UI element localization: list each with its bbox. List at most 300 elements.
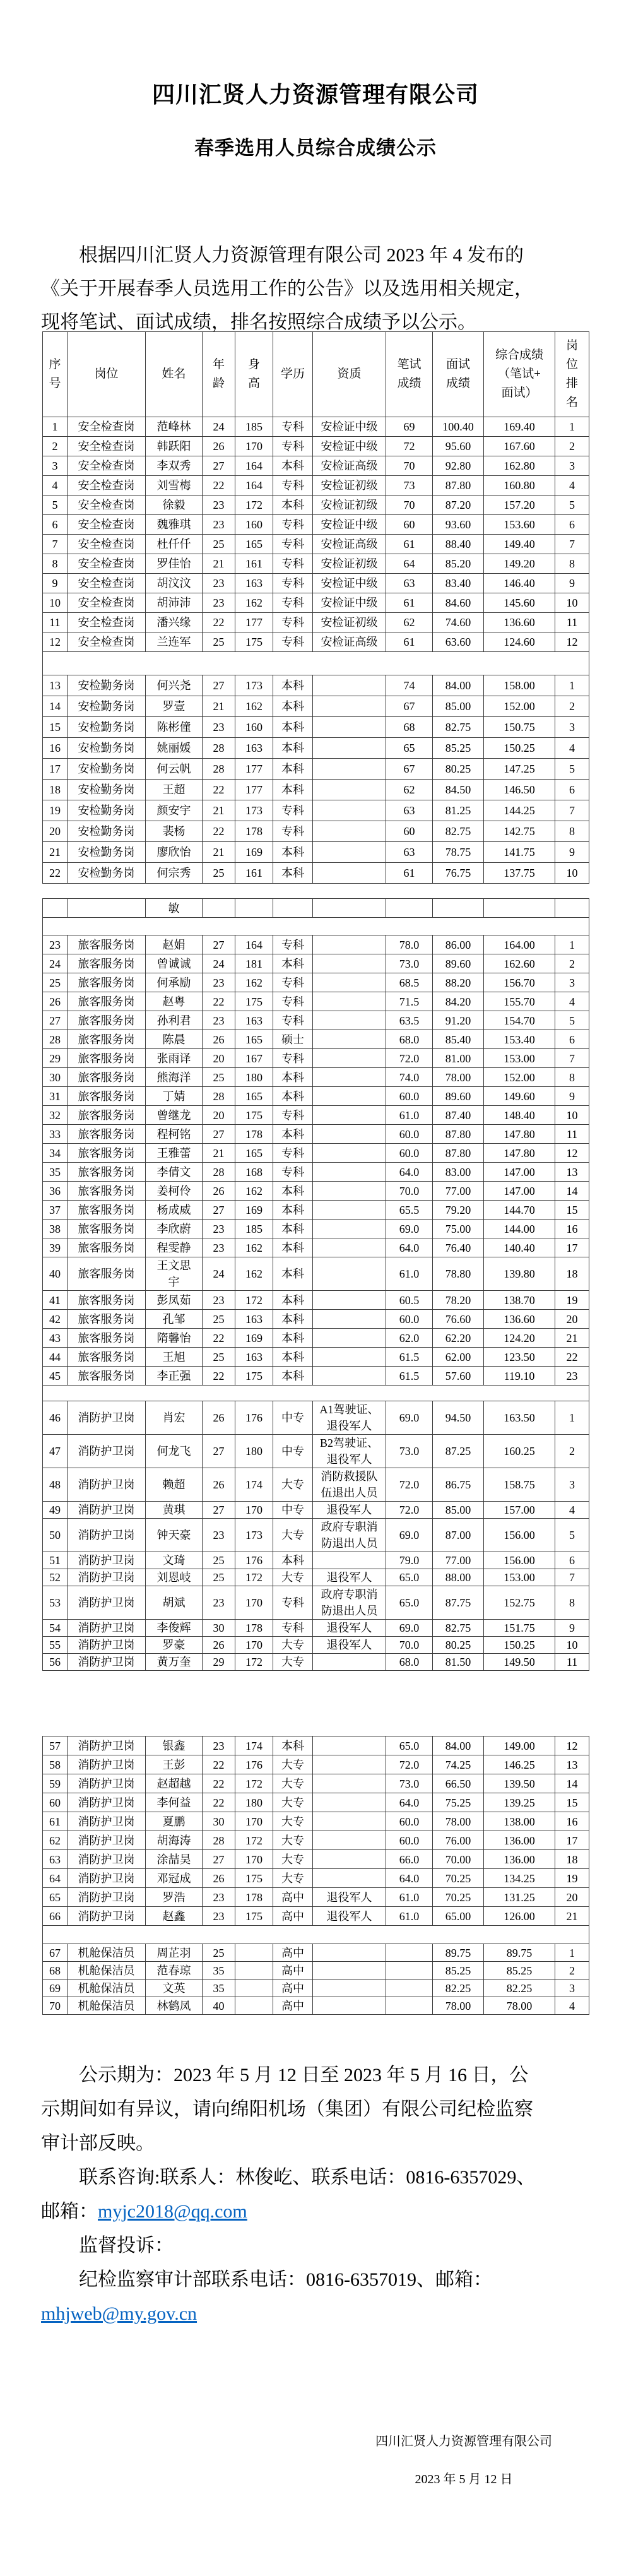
cell: 杜仟仟 (146, 535, 203, 554)
cell: 23 (203, 1736, 235, 1755)
cell: 专科 (273, 935, 313, 954)
cell: 王超 (146, 780, 203, 800)
cell: 10 (555, 1106, 589, 1125)
table-row (43, 593, 589, 613)
table-row (43, 632, 589, 652)
cell: 本科 (273, 1220, 313, 1238)
cell: 131.25 (484, 1888, 555, 1907)
cell: 81.50 (433, 1654, 484, 1671)
cell: 大专 (273, 1869, 313, 1888)
cell (313, 1944, 386, 1962)
cell: 黄琪 (146, 1502, 203, 1519)
cell: 潘兴缘 (146, 613, 203, 632)
cell: 15 (555, 1793, 589, 1812)
cell: 153.00 (484, 1049, 555, 1068)
cell: 172 (235, 1774, 273, 1793)
cell: 164 (235, 476, 273, 496)
table-row (43, 496, 589, 515)
cell (313, 1997, 386, 2015)
cell: 25 (203, 1944, 235, 1962)
cell: 60 (386, 515, 433, 535)
cell: 22 (203, 821, 235, 842)
cell: 安检勤务岗 (68, 759, 146, 780)
empty-spacer-row (43, 1926, 589, 1944)
cell: 63.60 (433, 632, 484, 652)
cell: 25 (203, 1068, 235, 1087)
cell: 安全检查岗 (68, 554, 146, 574)
cell: 旅客服务岗 (68, 1291, 146, 1310)
email-link-myjc[interactable]: myjc2018@qq.com (98, 2201, 247, 2222)
cell: 周芷羽 (146, 1944, 203, 1962)
cell: 本科 (273, 759, 313, 780)
cell: 23 (203, 496, 235, 515)
cell: 28 (203, 1163, 235, 1182)
notice-line: 示期间如有异议，请向绵阳机场（集团）有限公司纪检监察 (41, 2099, 533, 2120)
cell: 35 (203, 1962, 235, 1979)
cell: 75.00 (433, 1220, 484, 1238)
cell: 61 (386, 535, 433, 554)
cell: 43 (43, 1329, 68, 1348)
cell: 17 (555, 1831, 589, 1850)
cell: 70.0 (386, 1637, 433, 1654)
cell: 78.00 (433, 1068, 484, 1087)
cell: 48 (43, 1468, 68, 1502)
cell: 4 (555, 1502, 589, 1519)
cell (68, 899, 146, 918)
cell: 82.25 (433, 1979, 484, 1997)
cell: 机舱保洁员 (68, 1962, 146, 1979)
cell: 89.60 (433, 954, 484, 973)
column-header: 学历 (273, 332, 313, 417)
cell: 169 (235, 1329, 273, 1348)
cell: 硕士 (273, 1030, 313, 1049)
cell: 范春琼 (146, 1962, 203, 1979)
table-row (43, 1869, 589, 1888)
cell: 陈彬僮 (146, 717, 203, 738)
cell (203, 899, 235, 918)
cell: 148.40 (484, 1106, 555, 1125)
table-row (43, 800, 589, 821)
cell: 162 (235, 1238, 273, 1257)
table-row (43, 1586, 589, 1620)
cell: 65.5 (386, 1201, 433, 1220)
cell (313, 1552, 386, 1569)
cell: 63 (386, 574, 433, 593)
cell: 安检证中级 (313, 437, 386, 456)
cell: 161 (235, 863, 273, 884)
table-row (43, 1068, 589, 1087)
cell: 175 (235, 1106, 273, 1125)
cell (313, 821, 386, 842)
cell: 84.60 (433, 593, 484, 613)
cell: 本科 (273, 1552, 313, 1569)
cell: 119.10 (484, 1367, 555, 1386)
cell (313, 1030, 386, 1049)
column-header: 笔试 成绩 (386, 332, 433, 417)
cell: 安检证初级 (313, 554, 386, 574)
cell: 旅客服务岗 (68, 1348, 146, 1367)
cell: 153.40 (484, 1030, 555, 1049)
cell: 174 (235, 1468, 273, 1502)
cell: 155.70 (484, 992, 555, 1011)
column-header: 年 龄 (203, 332, 235, 417)
cell: 92.80 (433, 456, 484, 476)
cell: 5 (555, 1519, 589, 1552)
cell: 147.00 (484, 1163, 555, 1182)
cell: 高中 (273, 1888, 313, 1907)
cell: 17 (555, 1238, 589, 1257)
cell: 176 (235, 1552, 273, 1569)
cell: 本科 (273, 1367, 313, 1386)
cell: 大专 (273, 1637, 313, 1654)
cell: 王文思宇 (146, 1257, 203, 1291)
cell: 本科 (273, 1087, 313, 1106)
email-link-mhjweb[interactable]: mhjweb@my.gov.cn (41, 2303, 198, 2324)
cell: 70.00 (433, 1850, 484, 1869)
table-row (43, 954, 589, 973)
cell: 136.60 (484, 613, 555, 632)
cell: 180 (235, 1435, 273, 1468)
cell: 本科 (273, 1348, 313, 1367)
cell: 安检勤务岗 (68, 800, 146, 821)
cell: 肖宏 (146, 1401, 203, 1435)
cell: 何兴尧 (146, 675, 203, 696)
cell: 22 (203, 1774, 235, 1793)
cell: 旅客服务岗 (68, 1257, 146, 1291)
cell: 敏 (146, 899, 203, 918)
cell: 76.60 (433, 1310, 484, 1329)
cell: 8 (555, 1586, 589, 1620)
cell: 36 (43, 1182, 68, 1201)
cell: 69.0 (386, 1620, 433, 1637)
table-row (43, 1144, 589, 1163)
table-row (43, 535, 589, 554)
cell: 149.50 (484, 1654, 555, 1671)
cell: 本科 (273, 1736, 313, 1755)
cell: 173 (235, 1519, 273, 1552)
table-row (43, 992, 589, 1011)
cell: 6 (43, 515, 68, 535)
cell: 本科 (273, 1125, 313, 1144)
cell: 167.60 (484, 437, 555, 456)
cell: 中专 (273, 1435, 313, 1468)
cell: 147.25 (484, 759, 555, 780)
cell: 25 (203, 1348, 235, 1367)
intro-line: 现将笔试、面试成绩，排名按照综合成绩予以公示。 (41, 312, 476, 333)
cell: 旅客服务岗 (68, 1220, 146, 1238)
cell (313, 1348, 386, 1367)
cell: 22 (203, 1755, 235, 1774)
cell: 50 (43, 1519, 68, 1552)
cell: 旅客服务岗 (68, 1182, 146, 1201)
cell (313, 1654, 386, 1671)
cell: 30 (43, 1068, 68, 1087)
cell: 73.0 (386, 1435, 433, 1468)
cell: 176 (235, 1755, 273, 1774)
cell: 150.25 (484, 738, 555, 759)
cell: 25 (203, 863, 235, 884)
cell: 王彭 (146, 1755, 203, 1774)
cell: 85.25 (433, 738, 484, 759)
cell: 1 (555, 417, 589, 437)
cell: 55 (43, 1637, 68, 1654)
cell: 消防护卫岗 (68, 1850, 146, 1869)
cell: 82.25 (484, 1979, 555, 1997)
cell: 58 (43, 1755, 68, 1774)
cell: 21 (43, 842, 68, 863)
cell: 高中 (273, 1962, 313, 1979)
cell: 消防护卫岗 (68, 1401, 146, 1435)
cell: 178 (235, 1125, 273, 1144)
notice-line: 联系咨询:联系人：林俊屹、联系电话：0816-6357029、 (79, 2167, 536, 2188)
cell: 高中 (273, 1979, 313, 1997)
cell: 旅客服务岗 (68, 1030, 146, 1049)
cell: 83.00 (433, 1163, 484, 1182)
cell: 170 (235, 437, 273, 456)
cell (313, 1049, 386, 1068)
cell: 安检证中级 (313, 417, 386, 437)
cell: 文琦 (146, 1552, 203, 1569)
cell: 1 (555, 1944, 589, 1962)
cell: 76.40 (433, 1238, 484, 1257)
cell: 175 (235, 1367, 273, 1386)
table-row (43, 1329, 589, 1348)
cell: 30 (203, 1620, 235, 1637)
cell: 14 (43, 696, 68, 717)
cell: 专科 (273, 821, 313, 842)
cell: 6 (555, 1030, 589, 1049)
cell (484, 899, 555, 918)
cell: 84.00 (433, 675, 484, 696)
cell: 82.75 (433, 1620, 484, 1637)
cell: 78.0 (386, 935, 433, 954)
column-header: 岗 位 排 名 (555, 332, 589, 417)
cell: 专科 (273, 1144, 313, 1163)
cell: 62.00 (433, 1348, 484, 1367)
table-row (43, 1201, 589, 1220)
cell: 安全检查岗 (68, 496, 146, 515)
cell: 60.0 (386, 1144, 433, 1163)
cell: 94.50 (433, 1401, 484, 1435)
cell: 胡沛沛 (146, 593, 203, 613)
cell (313, 1257, 386, 1291)
notice-line (41, 2195, 596, 2229)
cell: 23 (203, 574, 235, 593)
cell: 65.0 (386, 1736, 433, 1755)
cell (313, 1329, 386, 1348)
cell: 151.75 (484, 1620, 555, 1637)
cell: 6 (555, 780, 589, 800)
cell: 71.5 (386, 992, 433, 1011)
cell: 本科 (273, 456, 313, 476)
table-row (43, 1654, 589, 1671)
cell: 173 (235, 675, 273, 696)
cell: 67 (386, 759, 433, 780)
cell (313, 1812, 386, 1831)
cell: 61 (386, 593, 433, 613)
cell: 旅客服务岗 (68, 973, 146, 992)
cell: 172 (235, 1291, 273, 1310)
cell: 156.00 (484, 1519, 555, 1552)
cell: 89.75 (484, 1944, 555, 1962)
cell: 170 (235, 1637, 273, 1654)
cell: 裴杨 (146, 821, 203, 842)
cell: 安检证中级 (313, 574, 386, 593)
cell: 149.40 (484, 535, 555, 554)
cell: 大专 (273, 1519, 313, 1552)
cell: 程柯铭 (146, 1125, 203, 1144)
cell: 74.0 (386, 1068, 433, 1087)
cell: 10 (555, 593, 589, 613)
cell: 84.20 (433, 992, 484, 1011)
cell: 消防护卫岗 (68, 1435, 146, 1468)
cell: 78.00 (484, 1997, 555, 2015)
cell: 9 (555, 1620, 589, 1637)
cell: 消防护卫岗 (68, 1620, 146, 1637)
cell: 大专 (273, 1793, 313, 1812)
cell: 24 (203, 1257, 235, 1291)
cell: 安检勤务岗 (68, 675, 146, 696)
cell: 5 (555, 759, 589, 780)
cell: 安检证高级 (313, 632, 386, 652)
cell: 12 (43, 632, 68, 652)
cell: 本科 (273, 1068, 313, 1087)
column-header: 岗位 (68, 332, 146, 417)
cell: 19 (555, 1869, 589, 1888)
cell: 60.0 (386, 1310, 433, 1329)
cell: 178 (235, 1888, 273, 1907)
cell: 21 (203, 696, 235, 717)
cell: 高中 (273, 1907, 313, 1926)
cell: 64 (43, 1869, 68, 1888)
cell: 9 (555, 574, 589, 593)
cell: 162 (235, 973, 273, 992)
cell: 专科 (273, 417, 313, 437)
table-row (43, 935, 589, 954)
cell: 25 (203, 1569, 235, 1586)
cell: 24 (43, 954, 68, 973)
cell: 68.0 (386, 1654, 433, 1671)
table-row (43, 1736, 589, 1755)
cell: 1 (555, 675, 589, 696)
cell: 7 (555, 1569, 589, 1586)
cell: 34 (43, 1144, 68, 1163)
cell: 77.00 (433, 1552, 484, 1569)
cell: 185 (235, 417, 273, 437)
table-row (43, 1793, 589, 1812)
cell: 本科 (273, 780, 313, 800)
cell: 69.0 (386, 1401, 433, 1435)
cell: 6 (555, 515, 589, 535)
cell (313, 1291, 386, 1310)
cell: 23 (203, 717, 235, 738)
cell: 20 (555, 1888, 589, 1907)
score-table-3 (42, 1736, 589, 2015)
cell: 退役军人 (313, 1637, 386, 1654)
cell: 专科 (273, 973, 313, 992)
cell: 20 (203, 1049, 235, 1068)
cell: 28 (203, 738, 235, 759)
cell: 安检证初级 (313, 496, 386, 515)
cell: 本科 (273, 842, 313, 863)
cell: 22 (203, 1793, 235, 1812)
cell: 172 (235, 1569, 273, 1586)
cell: 27 (43, 1011, 68, 1030)
cell: 旅客服务岗 (68, 1049, 146, 1068)
cell (313, 780, 386, 800)
cell: 25 (203, 1552, 235, 1569)
cell: 172 (235, 496, 273, 515)
cell: 79.20 (433, 1201, 484, 1220)
cell: 66 (43, 1907, 68, 1926)
table-row (43, 717, 589, 738)
cell: 丁婧 (146, 1087, 203, 1106)
cell: 165 (235, 1087, 273, 1106)
cell: 64.0 (386, 1163, 433, 1182)
cell (235, 1997, 273, 2015)
cell: 18 (43, 780, 68, 800)
cell: 30 (203, 1812, 235, 1831)
cell: 刘恩岐 (146, 1569, 203, 1586)
cell: 134.25 (484, 1869, 555, 1888)
cell: 89.75 (433, 1944, 484, 1962)
cell: 8 (555, 554, 589, 574)
cell: 专科 (273, 800, 313, 821)
cell: 26 (203, 1030, 235, 1049)
cell (313, 1793, 386, 1812)
cell (313, 1736, 386, 1755)
table-row (43, 863, 589, 884)
cell: 164.00 (484, 935, 555, 954)
cell: 罗豪 (146, 1637, 203, 1654)
table-row (43, 1831, 589, 1850)
cell: 11 (43, 613, 68, 632)
cell: 145.60 (484, 593, 555, 613)
cell: 42 (43, 1310, 68, 1329)
cell: 退役军人 (313, 1620, 386, 1637)
cell: 170 (235, 1850, 273, 1869)
cell: 机舱保洁员 (68, 1997, 146, 2015)
cell: 本科 (273, 717, 313, 738)
cell: 74.60 (433, 613, 484, 632)
cell: 163 (235, 1310, 273, 1329)
cell: 专科 (273, 1163, 313, 1182)
cell: 162.60 (484, 954, 555, 973)
cell: 魏雅琪 (146, 515, 203, 535)
cell: 银鑫 (146, 1736, 203, 1755)
cell: 152.00 (484, 1068, 555, 1087)
cell: 消防护卫岗 (68, 1774, 146, 1793)
cell: 167 (235, 1049, 273, 1068)
cell: 专科 (273, 535, 313, 554)
cell: 23 (555, 1367, 589, 1386)
cell: 李何益 (146, 1793, 203, 1812)
cell: 18 (555, 1850, 589, 1869)
cell: 8 (555, 1068, 589, 1087)
empty-spacer-row (43, 918, 589, 935)
cell: 81.25 (433, 800, 484, 821)
column-header: 序 号 (43, 332, 68, 417)
intro-paragraph (41, 239, 591, 339)
table-row (43, 899, 589, 918)
cell: 87.40 (433, 1106, 484, 1125)
cell: 84.50 (433, 780, 484, 800)
cell: 26 (203, 1468, 235, 1502)
cell: 62 (43, 1831, 68, 1850)
cell: 23 (43, 935, 68, 954)
cell: 176 (235, 1401, 273, 1435)
cell: 何承励 (146, 973, 203, 992)
